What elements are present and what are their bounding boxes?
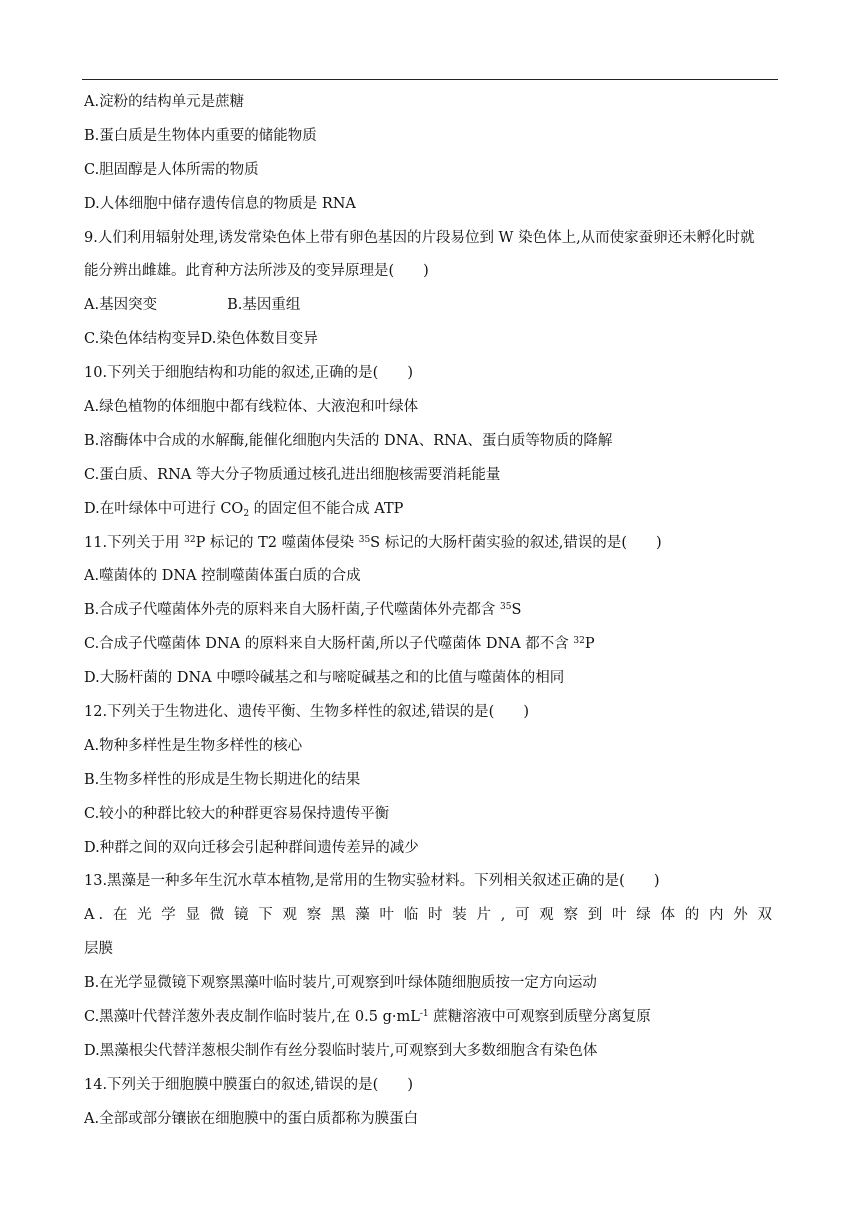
superscript: 35: [358, 534, 371, 545]
q13-option-c-text1: C.黑藻叶代替洋葱外表皮制作临时装片,在 0.5 g·mL: [84, 1009, 420, 1026]
q12-stem: 12.下列关于生物进化、遗传平衡、生物多样性的叙述,错误的是( ): [84, 704, 529, 721]
q10-option-d-text1: D.在叶绿体中可进行 CO: [84, 500, 244, 517]
q13-option-c: [84, 1001, 776, 1035]
q9-stem-line2: 能分辨出雌雄。此育种方法所涉及的变异原理是( ): [84, 263, 429, 280]
q10-stem: 10.下列关于细胞结构和功能的叙述,正确的是( ): [84, 365, 413, 382]
q10-option-c: C.蛋白质、RNA 等大分子物质通过核孔进出细胞核需要消耗能量: [84, 466, 501, 483]
q12-option-d: D.种群之间的双向迁移会引起种群间遗传差异的减少: [84, 839, 419, 856]
q9-option-b: B.基因重组: [227, 297, 301, 314]
q11-stem-text1: 11.下列关于用: [84, 534, 185, 551]
q8-option-b: B.蛋白质是生物体内重要的储能物质: [84, 127, 317, 144]
q10-option-a: A.绿色植物的体细胞中都有线粒体、大液泡和叶绿体: [84, 399, 419, 416]
q14-stem: 14.下列关于细胞膜中膜蛋白的叙述,错误的是( ): [84, 1076, 413, 1093]
q11-option-b-text2: S: [511, 602, 522, 619]
subscript: 2: [243, 508, 250, 519]
q8-option-a: A.淀粉的结构单元是蔗糖: [84, 94, 245, 110]
q9-option-a: A.基因突变: [84, 297, 158, 314]
q14-option-a: A.全部或部分镶嵌在细胞膜中的蛋白质都称为膜蛋白: [84, 1110, 419, 1127]
q8-option-c: C.胆固醇是人体所需的物质: [84, 161, 259, 178]
q13-option-a-line1: A.在光学显微镜下观察黑藻叶临时装片,可观察到叶绿体的内外双: [84, 907, 776, 924]
superscript: 32: [184, 534, 196, 545]
q12-option-a: A.物种多样性是生物多样性的核心: [84, 737, 303, 754]
q10-option-d-text2: 的固定但不能合成 ATP: [249, 500, 404, 517]
q11-option-c-text2: P: [584, 636, 595, 653]
q11-option-c: [84, 628, 776, 662]
q11-stem-text3: S 标记的大肠杆菌实验的叙述,错误的是( ): [370, 534, 662, 551]
superscript: 32: [573, 636, 585, 647]
superscript: 35: [499, 602, 512, 613]
q11-option-b-text1: B.合成子代噬菌体外壳的原料来自大肠杆菌,子代噬菌体外壳都含: [84, 602, 500, 619]
q11-option-b: [84, 594, 776, 628]
q10-option-d: [84, 493, 776, 527]
q12-option-c: C.较小的种群比较大的种群更容易保持遗传平衡: [84, 805, 390, 822]
q13-stem: 13.黑藻是一种多年生沉水草本植物,是常用的生物实验材料。下列相关叙述正确的是( ): [84, 873, 660, 890]
q11-stem: [84, 527, 776, 561]
q13-option-a-line2: 层膜: [84, 941, 113, 958]
q9-options-ab: [84, 289, 776, 323]
q13-option-c-text2: 蔗糖溶液中可观察到质壁分离复原: [428, 1009, 651, 1026]
exam-content: [84, 86, 776, 1137]
q8-option-d: D.人体细胞中储存遗传信息的物质是 RNA: [84, 195, 356, 212]
header-rule: [82, 79, 778, 80]
q10-option-b: B.溶酶体中合成的水解酶,能催化细胞内失活的 DNA、RNA、蛋白质等物质的降解: [84, 432, 613, 449]
q11-option-a: A.噬菌体的 DNA 控制噬菌体蛋白质的合成: [84, 568, 361, 585]
q11-option-c-text1: C.合成子代噬菌体 DNA 的原料来自大肠杆菌,所以子代噬菌体 DNA 都不含: [84, 636, 574, 653]
q11-stem-text2: P 标记的 T2 噬菌体侵染: [195, 534, 359, 551]
q12-option-b: B.生物多样性的形成是生物长期进化的结果: [84, 771, 361, 788]
q11-option-d: D.大肠杆菌的 DNA 中嘌呤碱基之和与嘧啶碱基之和的比值与噬菌体的相同: [84, 670, 565, 687]
q13-option-d: D.黑藻根尖代替洋葱根尖制作有丝分裂临时装片,可观察到大多数细胞含有染色体: [84, 1042, 598, 1059]
q13-option-b: B.在光学显微镜下观察黑藻叶临时装片,可观察到叶绿体随细胞质按一定方向运动: [84, 975, 597, 992]
q9-stem-line1: 9.人们利用辐射处理,诱发常染色体上带有卵色基因的片段易位到 W 染色体上,从而使家蚕卵还未孵化时就: [84, 229, 755, 246]
q9-options-cd: C.染色体结构变异D.染色体数目变异: [84, 331, 318, 348]
superscript: -1: [419, 1009, 429, 1020]
